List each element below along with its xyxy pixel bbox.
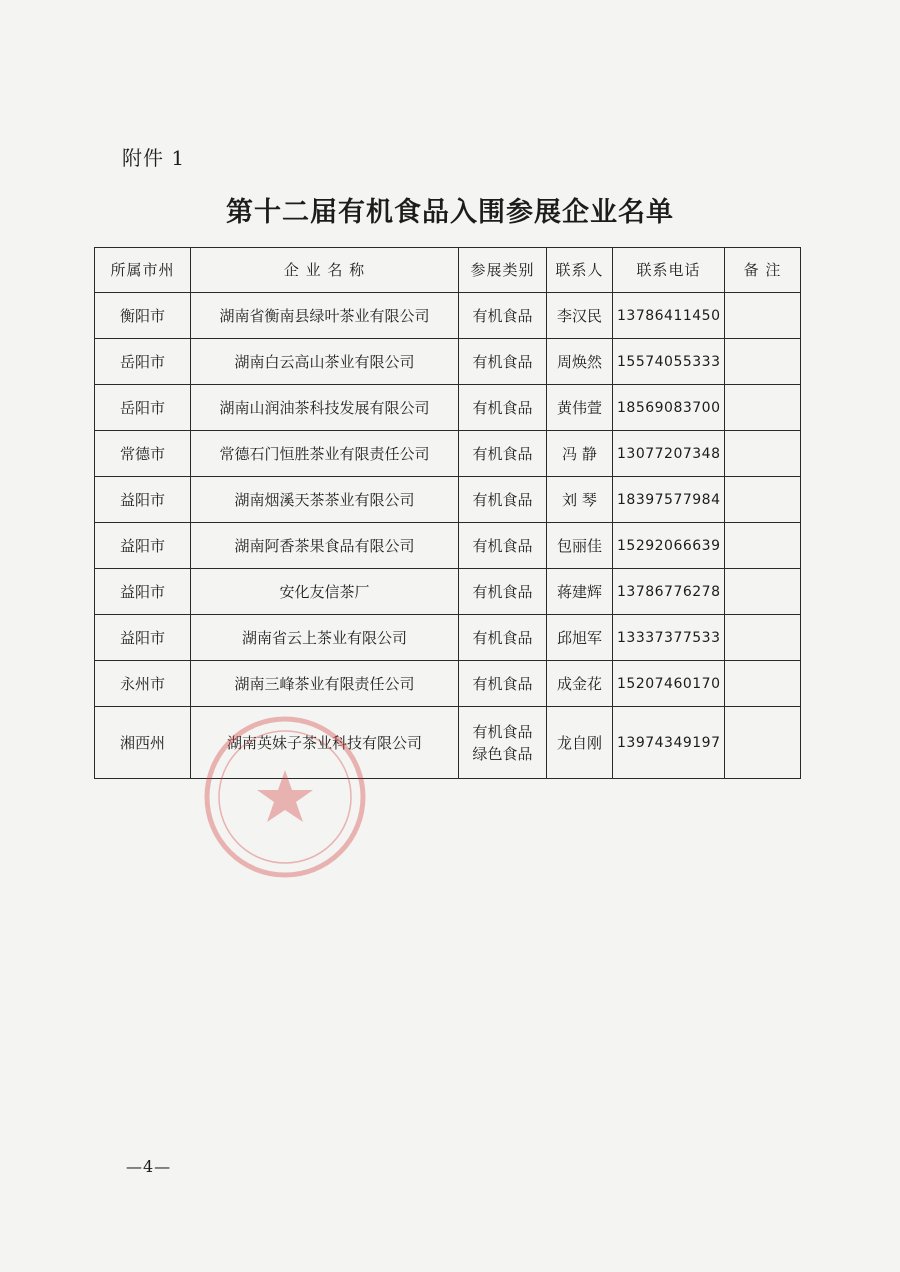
- phone-cell: 13786776278: [613, 569, 725, 615]
- phone-cell: 15292066639: [613, 523, 725, 569]
- note-cell: [725, 569, 801, 615]
- category-label: 有机食品: [472, 352, 533, 371]
- phone-cell: 15574055333: [613, 339, 725, 385]
- header-company: 企 业 名 称: [191, 248, 459, 293]
- category-label: 有机食品: [472, 398, 533, 417]
- city-cell: 益阳市: [95, 477, 191, 523]
- note-cell: [725, 707, 801, 779]
- table-row: [95, 615, 801, 661]
- header-phone: 联系电话: [613, 248, 725, 293]
- category-label: 有机食品: [472, 582, 533, 601]
- phone-cell: 15207460170: [613, 661, 725, 707]
- contact-cell: 蒋建辉: [547, 569, 613, 615]
- category-label: 有机食品: [472, 722, 533, 741]
- page-number: —4—: [126, 1157, 172, 1176]
- contact-cell: 刘 琴: [547, 477, 613, 523]
- table-row: [95, 523, 801, 569]
- city-cell: 岳阳市: [95, 339, 191, 385]
- table-row: [95, 569, 801, 615]
- category-cell: [459, 615, 547, 661]
- note-cell: [725, 385, 801, 431]
- header-category: 参展类别: [459, 248, 547, 293]
- exhibitor-table: [94, 247, 801, 779]
- category-label: 有机食品: [472, 490, 533, 509]
- note-cell: [725, 615, 801, 661]
- category-cell: [459, 661, 547, 707]
- company-cell: 湖南省云上茶业有限公司: [191, 615, 459, 661]
- company-cell: 湖南三峰茶业有限责任公司: [191, 661, 459, 707]
- category-label: 有机食品: [472, 536, 533, 555]
- note-cell: [725, 431, 801, 477]
- company-cell: 安化友信茶厂: [191, 569, 459, 615]
- city-cell: 益阳市: [95, 615, 191, 661]
- category-cell: [459, 431, 547, 477]
- city-cell: 岳阳市: [95, 385, 191, 431]
- category-cell: [459, 293, 547, 339]
- company-cell: 湖南省衡南县绿叶茶业有限公司: [191, 293, 459, 339]
- category-cell: [459, 477, 547, 523]
- contact-cell: 成金花: [547, 661, 613, 707]
- contact-cell: 包丽佳: [547, 523, 613, 569]
- company-cell: 湖南烟溪天茶茶业有限公司: [191, 477, 459, 523]
- note-cell: [725, 477, 801, 523]
- contact-cell: 邱旭军: [547, 615, 613, 661]
- phone-cell: 13974349197: [613, 707, 725, 779]
- header-city: 所属市州: [95, 248, 191, 293]
- city-cell: 常德市: [95, 431, 191, 477]
- contact-cell: 周焕然: [547, 339, 613, 385]
- table-header-row: [95, 248, 801, 293]
- phone-cell: 13786411450: [613, 293, 725, 339]
- table-row: [95, 431, 801, 477]
- category-cell: [459, 707, 547, 779]
- document-title: 第十二届有机食品入围参展企业名单: [226, 197, 674, 228]
- phone-cell: 18569083700: [613, 385, 725, 431]
- table-row: [95, 385, 801, 431]
- attachment-label: 附件 1: [122, 146, 186, 170]
- note-cell: [725, 293, 801, 339]
- city-cell: 衡阳市: [95, 293, 191, 339]
- note-cell: [725, 523, 801, 569]
- note-cell: [725, 661, 801, 707]
- phone-cell: 13077207348: [613, 431, 725, 477]
- table-row: [95, 477, 801, 523]
- company-cell: 湖南阿香茶果食品有限公司: [191, 523, 459, 569]
- phone-cell: 18397577984: [613, 477, 725, 523]
- contact-cell: 黄伟萱: [547, 385, 613, 431]
- category-cell: [459, 385, 547, 431]
- company-cell: 常德石门恒胜茶业有限责任公司: [191, 431, 459, 477]
- table-row: [95, 293, 801, 339]
- category-label: 有机食品: [472, 306, 533, 325]
- category-label: 有机食品: [472, 628, 533, 647]
- company-cell: 湖南英妹子茶业科技有限公司: [191, 707, 459, 779]
- city-cell: 湘西州: [95, 707, 191, 779]
- city-cell: 益阳市: [95, 523, 191, 569]
- table-row: [95, 661, 801, 707]
- contact-cell: 龙自刚: [547, 707, 613, 779]
- header-note: 备 注: [725, 248, 801, 293]
- city-cell: 永州市: [95, 661, 191, 707]
- category-label: 绿色食品: [472, 744, 533, 763]
- category-cell: [459, 523, 547, 569]
- category-label: 有机食品: [472, 444, 533, 463]
- company-cell: 湖南白云高山茶业有限公司: [191, 339, 459, 385]
- category-cell: [459, 339, 547, 385]
- phone-cell: 13337377533: [613, 615, 725, 661]
- city-cell: 益阳市: [95, 569, 191, 615]
- table-row: [95, 339, 801, 385]
- category-label: 有机食品: [472, 674, 533, 693]
- company-cell: 湖南山润油茶科技发展有限公司: [191, 385, 459, 431]
- contact-cell: 李汉民: [547, 293, 613, 339]
- note-cell: [725, 339, 801, 385]
- category-cell: [459, 569, 547, 615]
- contact-cell: 冯 静: [547, 431, 613, 477]
- header-contact: 联系人: [547, 248, 613, 293]
- table-row: [95, 707, 801, 779]
